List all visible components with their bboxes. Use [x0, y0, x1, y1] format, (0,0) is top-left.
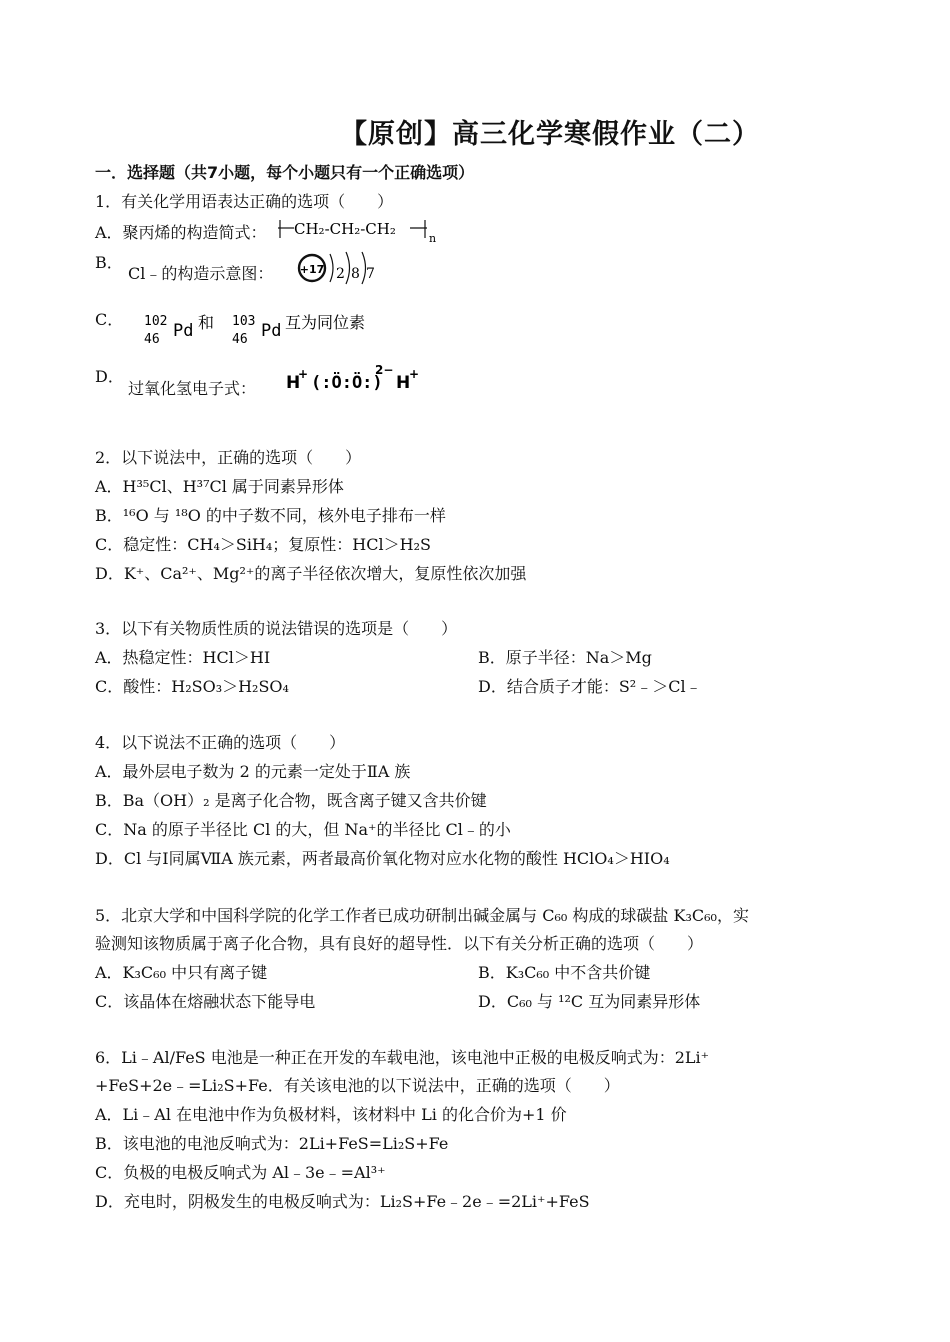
peroxide-ion: (:Ö:Ö:) [311, 373, 383, 393]
polypropylene-formula-figure [272, 216, 442, 246]
and-word: 和 [198, 313, 215, 332]
q6-option-c: C．负极的电极反响式为 Al﹣3e﹣=Al³⁺ [95, 1163, 386, 1182]
chloride-ion-structure-diagram [296, 248, 386, 288]
shell-2-count: 8 [351, 266, 360, 282]
q6-stem-line2: +FeS+2e﹣=Li₂S+Fe．有关该电池的以下说法中，正确的选项（ ） [95, 1076, 620, 1095]
hydrogen-right-charge: + [409, 367, 420, 381]
isotope-statement: 互为同位素 [285, 313, 366, 332]
pd103-symbol: Pd [261, 321, 282, 341]
q1-option-b-label: B． [95, 253, 123, 272]
q1-option-c-label: C． [95, 310, 124, 329]
q6-option-b: B．该电池的电池反响式为：2Li+FeS=Li₂S+Fe [95, 1134, 449, 1153]
shell-3-count: 7 [366, 266, 375, 282]
q2-stem: 2．以下说法中，正确的选项（ ） [95, 448, 362, 467]
q5-stem-line2: 验测知该物质属于离子化合物，具有良好的超导性．以下有关分析正确的选项（ ） [95, 934, 704, 953]
q4-option-c: C．Na 的原子半径比 Cl 的大，但 Na⁺的半径比 Cl﹣的小 [95, 820, 511, 839]
q2-option-a: A．H³⁵Cl、H³⁷Cl 属于同素异形体 [95, 477, 344, 496]
hydrogen-peroxide-electron-formula [284, 362, 434, 396]
q4-option-b: B．Ba（OH）₂ 是离子化合物，既含离子键又含共价键 [95, 791, 487, 810]
q6-stem-line1: 6．Li﹣Al/FeS 电池是一种正在开发的车载电池，该电池中正极的电极反响式为：2Li⁺ [95, 1048, 710, 1067]
q5-option-c: C．该晶体在熔融状态下能导电 [95, 992, 316, 1011]
palladium-isotopes-figure [140, 308, 400, 348]
q4-stem: 4．以下说法不正确的选项（ ） [95, 733, 346, 752]
pd103-mass-number: 103 [232, 314, 256, 329]
peroxide-charge: 2− [375, 363, 394, 377]
q6-option-d: D．充电时，阴极发生的电极反响式为：Li₂S+Fe﹣2e﹣=2Li⁺+FeS [95, 1192, 590, 1211]
q1-stem: 1．有关化学用语表达正确的选项（ ） [95, 192, 394, 211]
q5-option-d: D．C₆₀ 与 ¹²C 互为同素异形体 [478, 992, 701, 1011]
q2-option-b: B．¹⁶O 与 ¹⁸O 的中子数不同，核外电子排布一样 [95, 506, 446, 525]
q6-option-a: A．Li﹣Al 在电池中作为负极材料，该材料中 Li 的化合价为+1 价 [95, 1105, 567, 1124]
pd102-symbol: Pd [173, 321, 194, 341]
q5-stem-line1: 5．北京大学和中国科学院的化学工作者已成功研制出碱金属与 C₆₀ 构成的球碳盐 K₃C₆₀，实 [95, 906, 749, 925]
polymer-subscript: n [429, 232, 437, 245]
hydrogen-left: H [286, 373, 301, 393]
shell-1-count: 2 [336, 266, 345, 282]
q4-option-a: A．最外层电子数为 2 的元素一定处于ⅡA 族 [95, 762, 411, 781]
polymer-repeat-unit: CH₂-CH₂-CH₂ [294, 220, 396, 238]
pd103-atomic-number: 46 [232, 332, 248, 347]
pd102-atomic-number: 46 [144, 332, 160, 347]
nucleus-charge: +17 [299, 263, 325, 276]
q3-option-b: B．原子半径：Na＞Mg [478, 648, 652, 667]
q1-option-d-text: 过氧化氢电子式： [128, 379, 257, 398]
q3-stem: 3．以下有关物质性质的说法错误的选项是（ ） [95, 619, 458, 638]
q5-option-b: B．K₃C₆₀ 中不含共价键 [478, 963, 651, 982]
q2-option-c: C．稳定性：CH₄＞SiH₄；复原性：HCl＞H₂S [95, 535, 431, 554]
q3-option-a: A．热稳定性：HCl＞HI [95, 648, 271, 667]
q1-option-a: A．聚丙烯的构造简式： [95, 223, 267, 242]
q1-option-d-label: D． [95, 367, 124, 386]
q3-option-c: C．酸性：H₂SO₃＞H₂SO₄ [95, 677, 289, 696]
q3-option-d: D．结合质子才能：S²﹣＞Cl﹣ [478, 677, 702, 696]
hydrogen-left-charge: + [298, 367, 309, 381]
q5-option-a: A．K₃C₆₀ 中只有离子键 [95, 963, 268, 982]
q4-option-d: D．Cl 与Ⅰ同属ⅦA 族元素，两者最高价氧化物对应水化物的酸性 HClO₄＞HIO₄ [95, 849, 670, 868]
hydrogen-right: H [396, 373, 411, 393]
q1-option-b-text: Cl﹣的构造示意图： [128, 264, 274, 283]
pd102-mass-number: 102 [144, 314, 168, 329]
q2-option-d: D．K⁺、Ca²⁺、Mg²⁺的离子半径依次增大，复原性依次加强 [95, 564, 527, 583]
page-title: 【原创】高三化学寒假作业（二） [340, 119, 760, 150]
section-heading: 一．选择题（共7小题，每个小题只有一个正确选项） [95, 163, 475, 182]
